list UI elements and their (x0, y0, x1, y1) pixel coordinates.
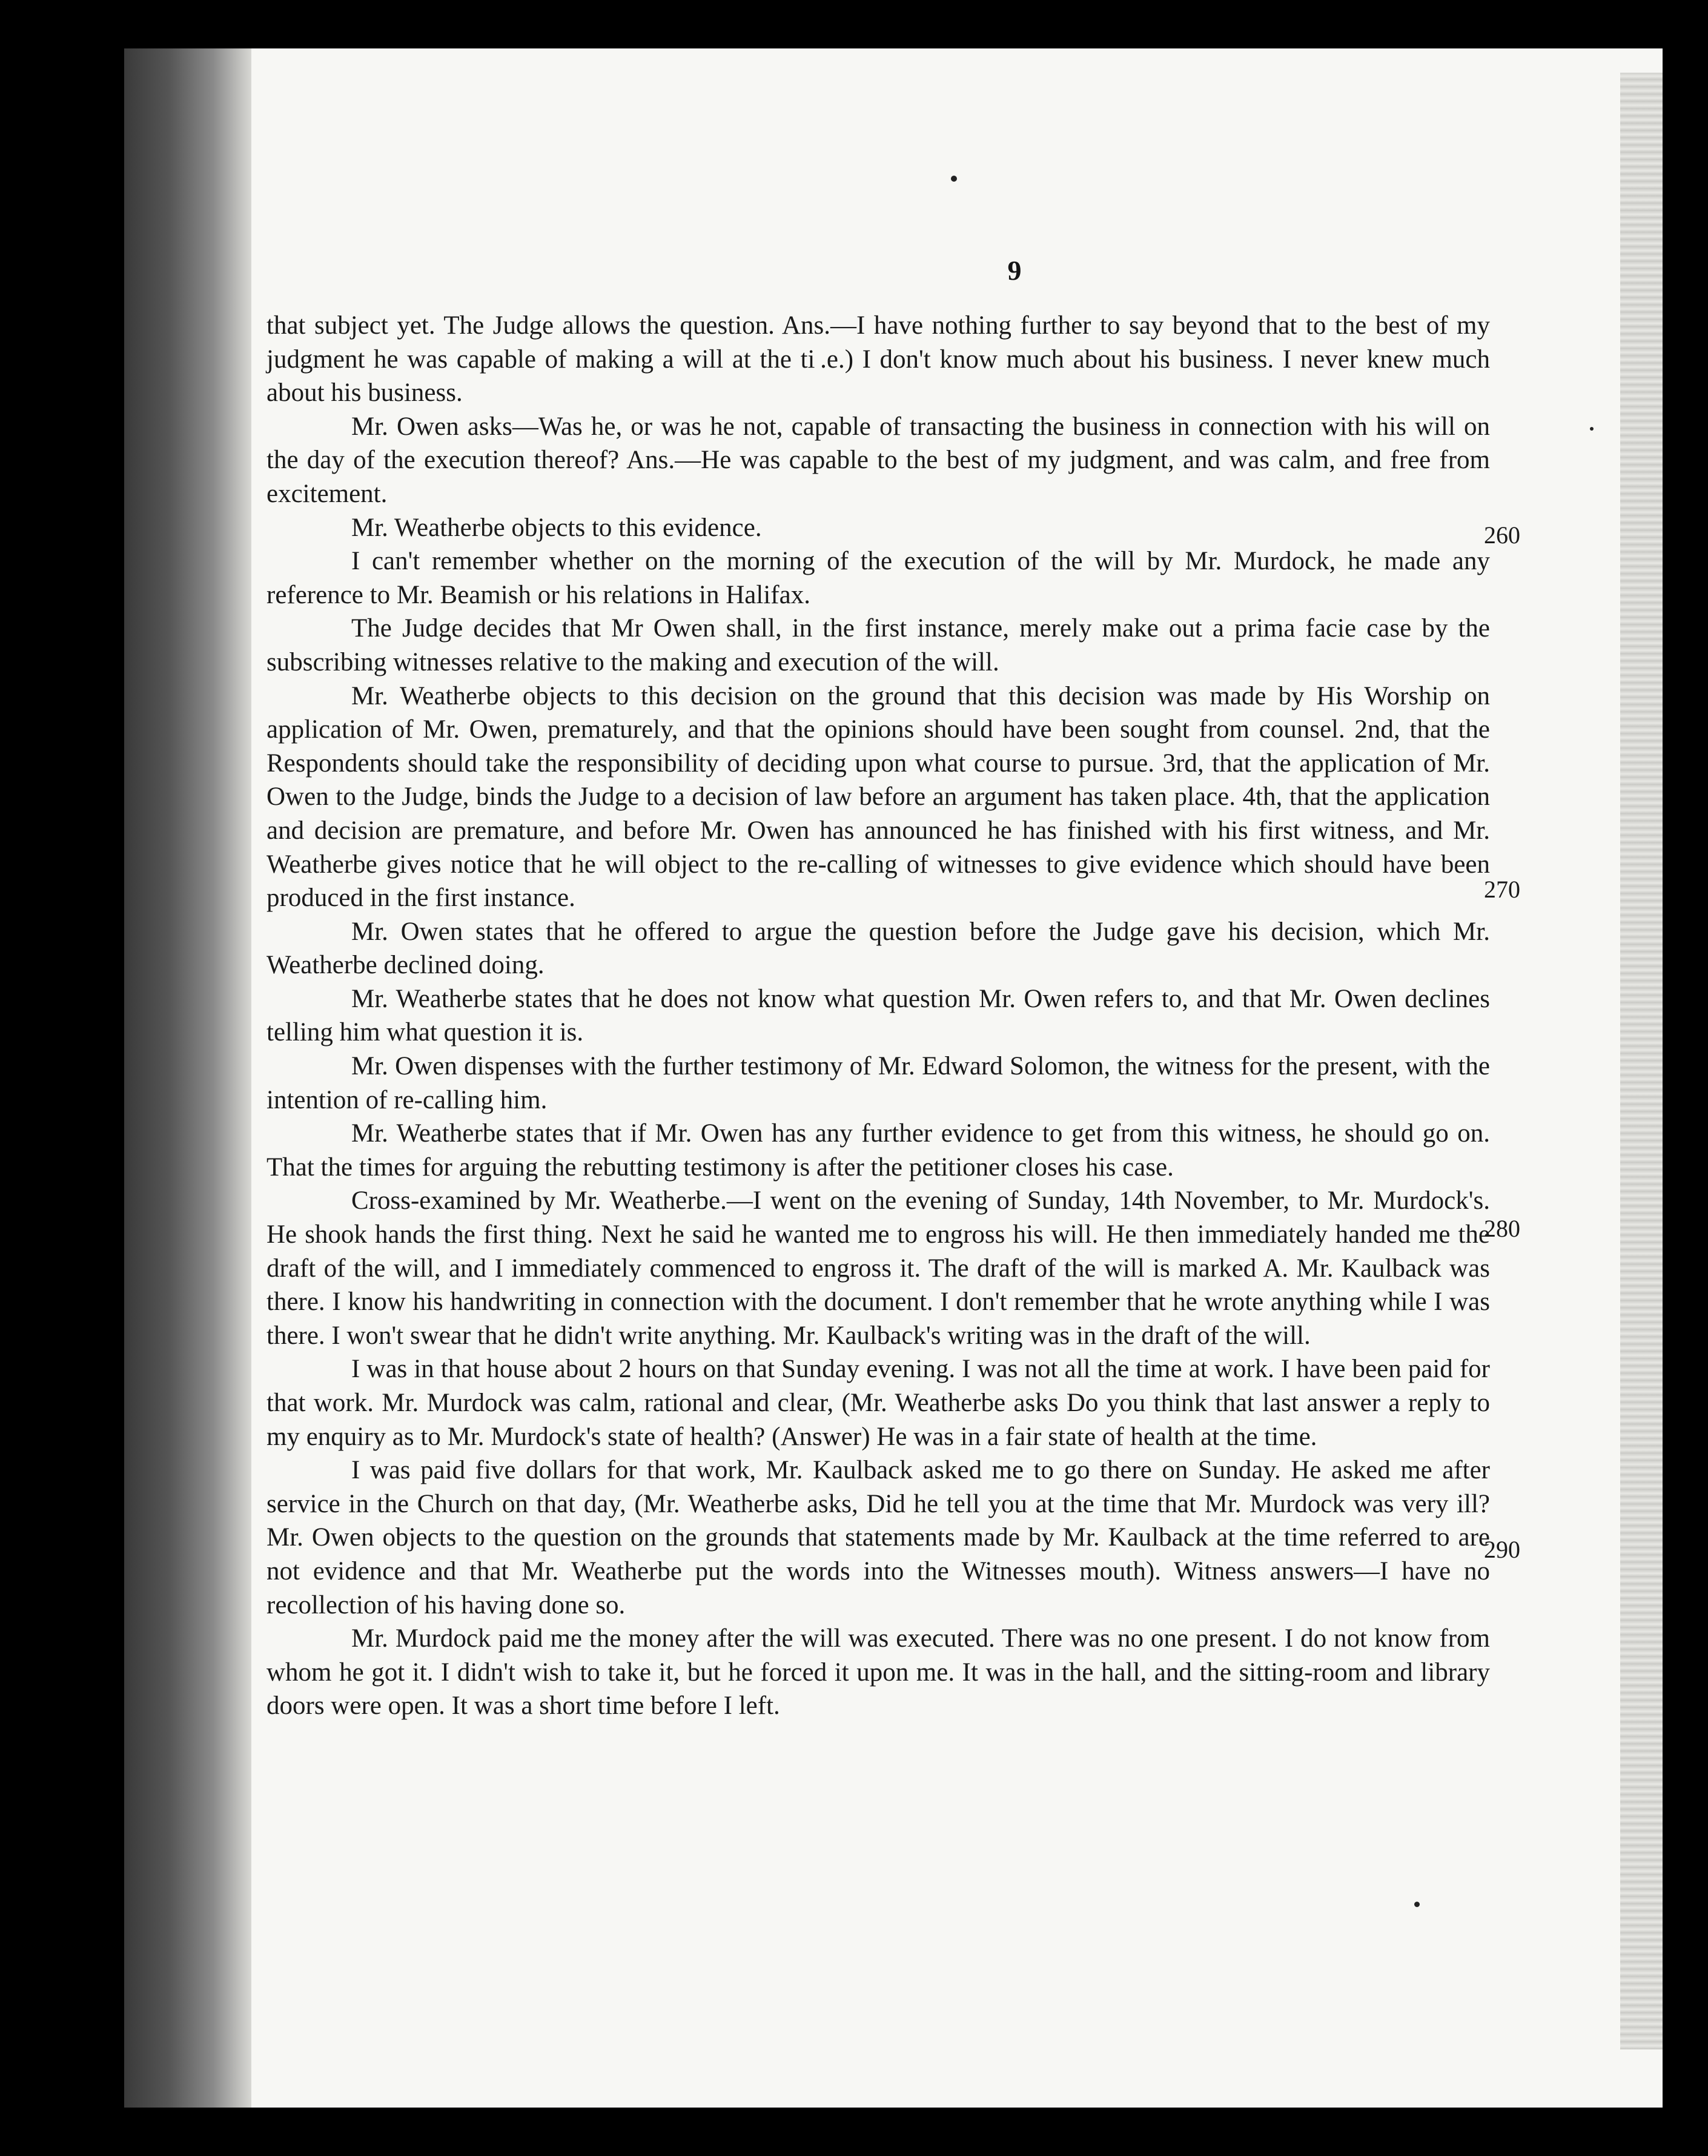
paragraph: that subject yet. The Judge allows the question. Ans.—I have nothing further to say beyond that to the best of my judgment he was capable of making a will at the ti .e.) I don't know much about his business. I never knew much about his business. (266, 311, 1490, 408)
ink-speck (1414, 1902, 1420, 1907)
document-page (124, 48, 1663, 2108)
binding-gutter-shadow (124, 48, 251, 2108)
line-number-290: 290 (1484, 1536, 1520, 1563)
paragraph: I can't remember whether on the morning of the execution of the will by Mr. Murdock, he made any reference to Mr. Beamish or his relations in Halifax. (266, 547, 1490, 609)
paragraph: Mr. Owen dispenses with the further testimony of Mr. Edward Solomon, the witness for the present, with the intention of re-calling him. (266, 1052, 1490, 1114)
ink-speck (951, 176, 957, 182)
paragraph: The Judge decides that Mr Owen shall, in the first instance, merely make out a prima facie case by the subscribing witnesses relative to the making and execution of the will. (266, 614, 1490, 676)
paragraph: Mr. Murdock paid me the money after the will was executed. There was no one present. I do not know from whom he got it. I didn't wish to take it, but he forced it upon me. It was in the hall, and the sitting-room and library doors were open. It was a short time before I left. (266, 1624, 1490, 1721)
paragraph: Mr. Owen asks—Was he, or was he not, capable of transacting the business in connection with his will on the day of the execution thereof? Ans.—He was capable to the best of my judgment, and was calm, and free from excitement. (266, 412, 1490, 508)
paragraph: Mr. Weatherbe objects to this evidence. (351, 513, 762, 542)
page-edge-stack (1620, 73, 1663, 2049)
paragraph: Mr. Weatherbe objects to this decision on the ground that this decision was made by His Worship on application of Mr. Owen, prematurely, and that the opinions should have been sought from counsel. 2nd, that the Respondents should take the responsibility of deciding upon what course to pursue. 3rd, that the application of Mr. Owen to the Judge, binds the Judge to a decision of law before an argument has taken place. 4th, that the application and decision are premature, and before Mr. Owen has announced he has finished with his first witness, and Mr. Weatherbe gives notice that he will object to the re-calling of witnesses to give evidence which should have been produced in the first instance. (266, 681, 1490, 913)
ink-speck (1590, 427, 1594, 431)
paragraph: Mr. Weatherbe states that if Mr. Owen has any further evidence to get from this witness, he should go on. That the times for arguing the rebutting testimony is after the petitioner closes his case. (266, 1119, 1490, 1182)
paragraph: Mr. Owen states that he offered to argue the question before the Judge gave his decision, which Mr. Weatherbe declined doing. (266, 917, 1490, 980)
line-number-260: 260 (1484, 521, 1520, 549)
page-number: 9 (1007, 255, 1022, 286)
paragraph: I was in that house about 2 hours on that Sunday evening. I was not all the time at work. I have been paid for that work. Mr. Murdock was calm, rational and clear, (Mr. Weatherbe asks Do you think that last answer a reply to my enquiry as to Mr. Murdock's state of health? (Answer) He was in a fair state of health at the time. (266, 1355, 1490, 1451)
paragraph: Cross-examined by Mr. Weatherbe.—I went on the evening of Sunday, 14th November, to Mr. Murdock's. He shook hands the first thing. Next he said he wanted me to engross his will. He then immediately handed me the draft of the will, and I immediately commenced to engross it. The draft of the will is marked A. Mr. Kaulback was there. I know his handwriting in connection with the document. I don't remember that he wrote anything while I was there. I won't swear that he didn't write anything. Mr. Kaulback's writing was in the draft of the will. (266, 1186, 1490, 1350)
line-number-280: 280 (1484, 1215, 1520, 1242)
paragraph: Mr. Weatherbe states that he does not know what question Mr. Owen refers to, and that Mr. Owen declines telling him what question it is. (266, 984, 1490, 1047)
body-text (266, 309, 1490, 1723)
paragraph: I was paid five dollars for that work, Mr. Kaulback asked me to go there on Sunday. He asked me after service in the Church on that day, (Mr. Weatherbe asks, Did he tell you at the time that Mr. Murdock was very ill? Mr. Owen objects to the question on the grounds that statements made by Mr. Kaulback at the time referred to are not evidence and that Mr. Weatherbe put the words into the Witnesses mouth). Witness answers—I have no recollection of his having done so. (266, 1456, 1490, 1619)
line-number-270: 270 (1484, 876, 1520, 903)
